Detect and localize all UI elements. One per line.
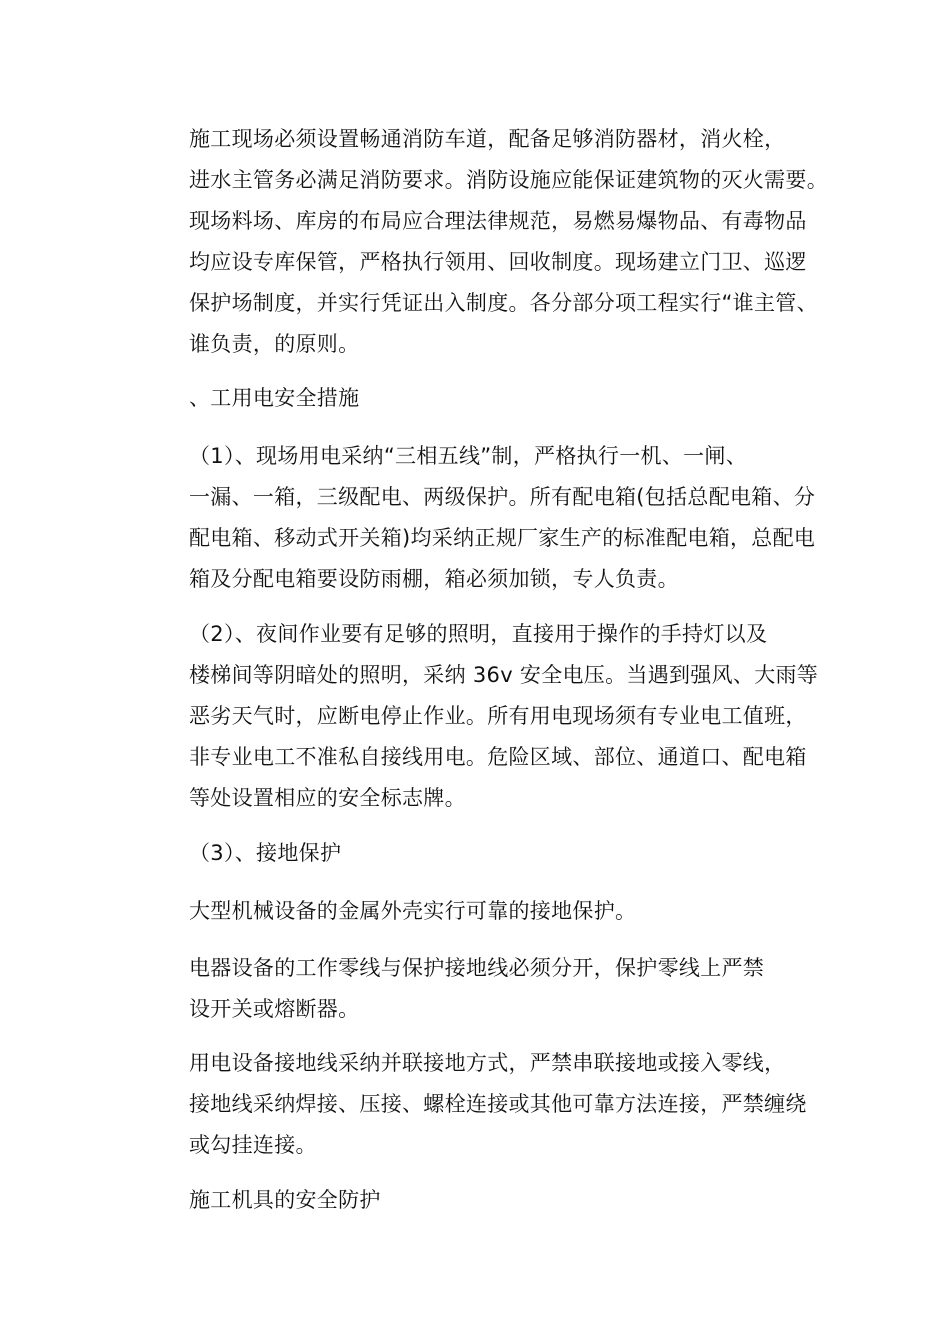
text-line: 一漏、一箱，三级配电、两级保护。所有配电箱(包括总配电箱、分: [189, 485, 816, 509]
text-line: （1）、现场用电采纳“三相五线”制，严格执行一机、一闸、: [189, 444, 748, 468]
section-heading-electricity: [145, 378, 835, 419]
paragraph-fire-safety: [145, 119, 835, 365]
text-line: 配电箱、移动式开关箱)均采纳正规厂家生产的标准配电箱，总配电: [189, 526, 816, 550]
text-line: 均应设专库保管，严格执行领用、回收制度。现场建立门卫、巡逻: [189, 250, 807, 274]
text-line: 设开关或熔断器。: [189, 997, 360, 1021]
text-line: 谁负责，的原则。: [189, 332, 360, 356]
text-line: 或勾挂连接。: [189, 1133, 317, 1157]
paragraph-item-2: [145, 614, 835, 819]
text-line: 进水主管务必满足消防要求。消防设施应能保证建筑物的灭火需要。: [189, 168, 828, 192]
paragraph-item-1: [145, 436, 835, 600]
text-line: 等处设置相应的安全标志牌。: [189, 786, 466, 810]
paragraph-grounding-machinery: [145, 891, 835, 932]
text-line: 保护场制度，并实行凭证出入制度。各分部分项工程实行“谁主管、: [189, 291, 818, 315]
text-line: 用电设备接地线采纳并联接地方式，严禁串联接地或接入零线，: [189, 1051, 786, 1075]
text-line: 现场料场、库房的布局应合理法律规范，易燃易爆物品、有毒物品: [189, 209, 807, 233]
paragraph-item-3-heading: [145, 833, 835, 874]
text-line: 接地线采纳焊接、压接、螺栓连接或其他可靠方法连接，严禁缠绕: [189, 1092, 807, 1116]
text-line: 楼梯间等阴暗处的照明，采纳 36v 安全电压。当遇到强风、大雨等: [189, 663, 819, 687]
text-line: 大型机械设备的金属外壳实行可靠的接地保护。: [189, 899, 637, 923]
paragraph-neutral-line: [145, 948, 835, 1030]
text-line: （2）、夜间作业要有足够的照明，直接用于操作的手持灯以及: [189, 622, 768, 646]
text-line: 恶劣天气时，应断电停止作业。所有用电现场须有专业电工值班，: [189, 704, 807, 728]
text-line: 非专业电工不准私自接线用电。危险区域、部位、通道口、配电箱: [189, 745, 807, 769]
text-line: （3）、接地保护: [189, 841, 342, 865]
text-line: 电器设备的工作零线与保护接地线必须分开，保护零线上严禁: [189, 956, 765, 980]
paragraph-grounding-method: [145, 1043, 835, 1166]
section-heading-machinery: [145, 1180, 835, 1221]
heading-line: 施工机具的安全防护: [189, 1188, 381, 1212]
text-line: 箱及分配电箱要设防雨棚，箱必须加锁，专人负责。: [189, 567, 679, 591]
text-line: 施工现场必须设置畅通消防车道，配备足够消防器材，消火栓，: [189, 127, 786, 151]
heading-line: 、工用电安全措施: [189, 386, 360, 410]
